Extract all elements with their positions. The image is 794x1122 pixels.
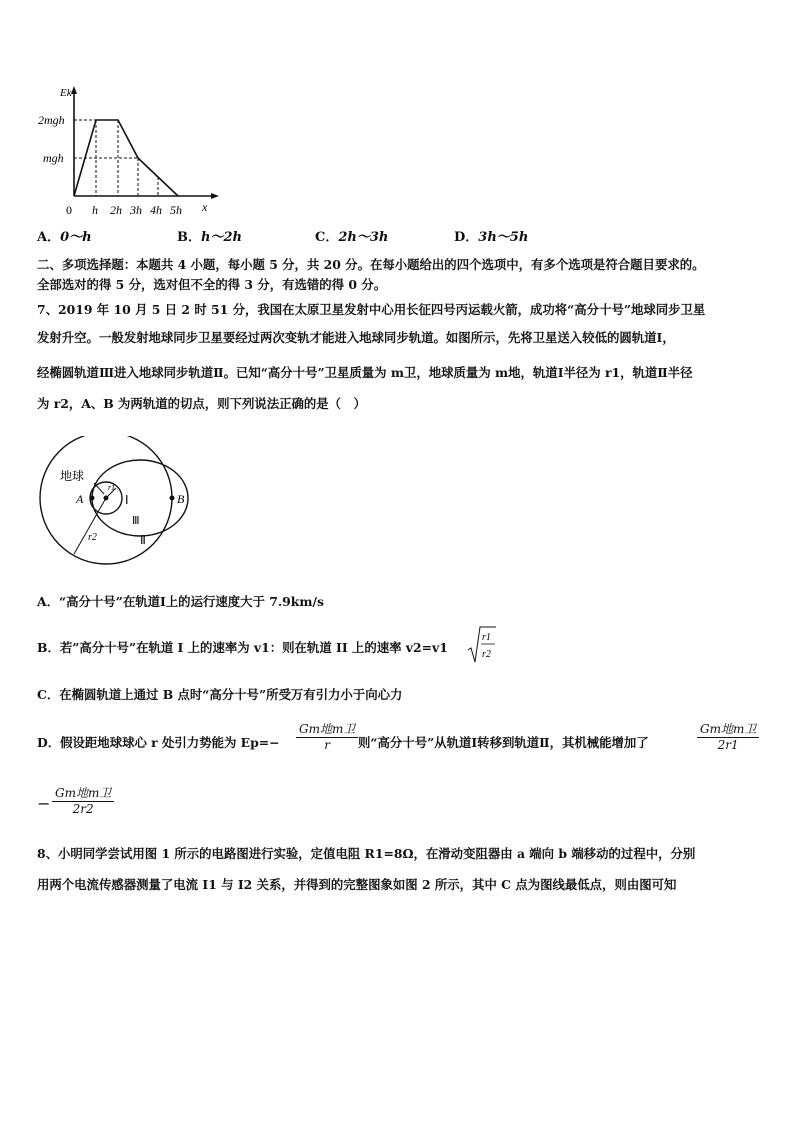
x-axis-label: x [202,200,208,214]
r2-label: r2 [88,532,97,543]
point-a-label: A [76,492,84,506]
d-fraction-3: Gm地m卫 2r2 [52,784,114,816]
r2-line [74,498,106,554]
d-fraction-2: Gm地m卫 2r1 [697,720,759,752]
earth-pointer [94,483,104,494]
orbit-iii-label: Ⅲ [132,515,140,527]
q7-option-c: C．在椭圆轨道上通过 B 点时“高分十号”所受万有引力小于向心力 [37,687,403,702]
tick-mgh: mgh [43,151,64,165]
tick-h: h [92,203,98,217]
tick-3h: 3h [130,203,142,217]
y-axis-label: Ek [60,87,72,99]
energy-graph [36,84,226,219]
q7-option-d-pre: D．假设距地球球心 r 处引力势能为 Ep=− [37,735,280,750]
r1-label: r1 [108,483,116,492]
q6-option-a: A．0～h [37,230,92,245]
q7-line4: 为 r2，A、B 为两轨道的切点，则下列说法正确的是（ ） [37,396,366,411]
earth-label: 地球 [60,469,85,483]
point-b-dot [170,496,175,501]
q7-line2: 发射升空。一般发射地球同步卫星要经过两次变轨才能进入地球同步轨道。如图所示，先将卫星送入较低的圆轨道Ⅰ， [37,330,675,345]
x-axis-arrow [211,193,219,199]
q6-option-c: C．2h～3h [315,230,389,245]
q7-line1: 7、2019 年 10 月 5 日 2 时 51 分，我国在太原卫星发射中心用长征四号丙运载火箭，成功将“高分十号”地球同步卫星 [37,302,706,317]
d-minus: − [37,794,51,813]
y-axis-arrow [71,86,77,94]
orbit-i-label: Ⅰ [125,493,129,507]
sqrt-fraction [467,624,497,666]
tick-2mgh: 2mgh [38,113,65,127]
tick-2h: 2h [110,203,122,217]
section2-line1: 二、多项选择题：本题共 4 小题，每小题 5 分，共 20 分。在每小题给出的四个选项中，有多个选项是符合题目要求的。 [37,257,705,272]
orbit-diagram [36,436,201,568]
q6-option-d: D．3h～5h [454,230,529,245]
section2-line2: 全部选对的得 5 分，选对但不全的得 3 分，有选错的得 0 分。 [37,277,387,292]
q7-line3: 经椭圆轨道Ⅲ进入地球同步轨道Ⅱ。已知“高分十号”卫星质量为 m卫，地球质量为 m地，轨道Ⅰ半径为 r1，轨道Ⅱ半径 [37,365,693,380]
point-a-dot [90,496,95,501]
tick-0: 0 [66,203,72,217]
q6-option-b: B．h～2h [177,230,242,245]
q8-line1: 8、小明同学尝试用图 1 所示的电路图进行实验，定值电阻 R1=8Ω，在滑动变阻器由 a 端向 b 端移动的过程中，分别 [37,846,696,861]
point-b-label: B [177,492,185,506]
q8-line2: 用两个电流传感器测量了电流 I1 与 I2 关系，并得到的完整图象如图 2 所示，其中 C 点为图线最低点，则由图可知 [37,877,677,892]
sqrt-num: r1 [482,632,491,643]
tick-4h: 4h [150,203,162,217]
tick-5h: 5h [170,203,182,217]
sqrt-den: r2 [482,649,491,660]
q7-option-a: A．“高分十号”在轨道Ⅰ上的运行速度大于 7.9km/s [37,594,324,609]
q7-option-d-mid: 则“高分十号”从轨道Ⅰ转移到轨道Ⅱ，其机械能增加了 [358,735,649,750]
q7-option-b: B．若”高分十号”在轨道 I 上的速率为 v1：则在轨道 II 上的速率 v2=v1 [37,640,448,655]
d-fraction-1: Gm地m卫 r [296,720,358,752]
orbit-ii-label: Ⅱ [140,533,146,547]
